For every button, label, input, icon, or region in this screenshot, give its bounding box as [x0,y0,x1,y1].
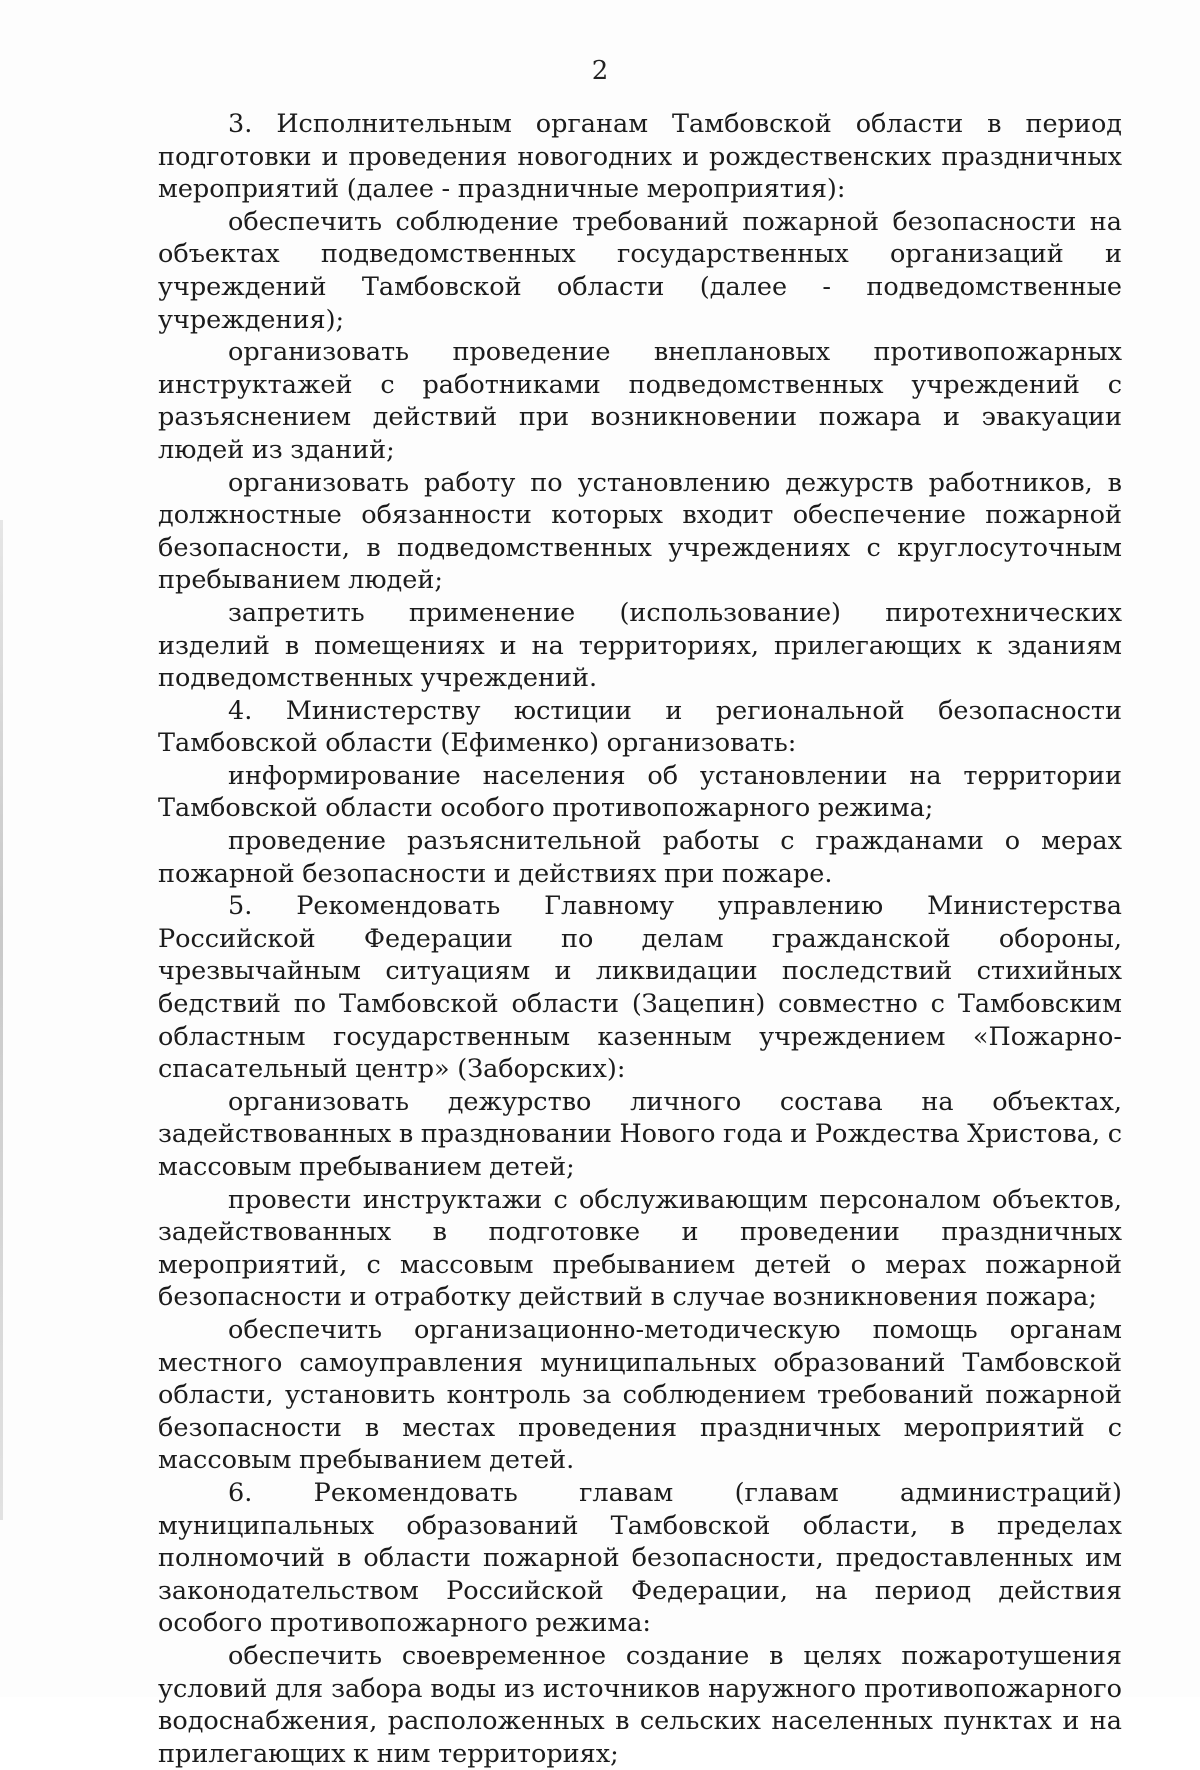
paragraph-3-item-4: запретить применение (использование) пиротехнических изделий в помещениях и на территориях, прилегающих к зданиям подведомственных учреждений. [158,597,1122,694]
paragraph-4-item-2: проведение разъяснительной работы с гражданами о мерах пожарной безопасности и действиях при пожаре. [158,826,1122,889]
paragraph-3-item-1: обеспечить соблюдение требований пожарной безопасности на объектах подведомственных государственных организаций и учреждений Тамбовской области (далее - подведомственные учреждения); [158,206,1122,335]
document-body [158,108,1122,1770]
paragraph-5-item-1: организовать дежурство личного состава на объектах, задействованных в праздновании Нового года и Рождества Христова, с массовым пребыванием детей; [158,1086,1122,1182]
paragraph-3-item-2: организовать проведение внеплановых противопожарных инструктажей с работниками подведомственных учреждений с разъяснением действий при возникновении пожара и эвакуации людей из зданий; [158,337,1122,465]
paragraph-4-intro: 4. Министерству юстиции и региональной безопасности Тамбовской области (Ефименко) организовать: [158,695,1122,759]
page-number: 2 [591,56,609,86]
paragraph-6-intro: 6. Рекомендовать главам (главам администраций) муниципальных образований Тамбовской области, в пределах полномочий в области пожарной безопасности, предоставленных им законодательством Российской Федерации, на период действия особого противопожарного режима: [158,1477,1122,1639]
paragraph-3-item-3: организовать работу по установлению дежурств работников, в должностные обязанности которых входит обеспечение пожарной безопасности, в подведомственных учреждениях с круглосуточным пребыванием людей; [158,467,1122,596]
scan-edge-shadow [0,520,3,1520]
paragraph-5-intro: 5. Рекомендовать Главному управлению Министерства Российской Федерации по делам гражданской обороны, чрезвычайным ситуациям и ликвидации последствий стихийных бедствий по Тамбовской области (Зацепин) совместно с Тамбовским областным государственным казенным учреждением «Пожарно-спасательный центр» (Заборских): [158,891,1122,1085]
paragraph-5-item-3: обеспечить организационно-методическую помощь органам местного самоуправления муниципальных образований Тамбовской области, установить контроль за соблюдением требований пожарной безопасности в местах проведения праздничных мероприятий с массовым пребыванием детей. [158,1314,1122,1476]
paragraph-4-item-1: информирование населения об установлении на территории Тамбовской области особого противопожарного режима; [158,760,1122,824]
paragraph-5-item-2: провести инструктажи с обслуживающим персоналом объектов, задействованных в подготовке и проведении праздничных мероприятий, с массовым пребыванием детей о мерах пожарной безопасности и отработку действий в случае возникновения пожара; [158,1184,1122,1313]
paragraph-3-intro: 3. Исполнительным органам Тамбовской области в период подготовки и проведения новогодних и рождественских праздничных мероприятий (далее - праздничные мероприятия): [158,109,1122,205]
paragraph-6-item-1: обеспечить своевременное создание в целях пожаротушения условий для забора воды из источников наружного противопожарного водоснабжения, расположенных в сельских населенных пунктах и на прилегающих к ним территориях; [158,1640,1122,1769]
